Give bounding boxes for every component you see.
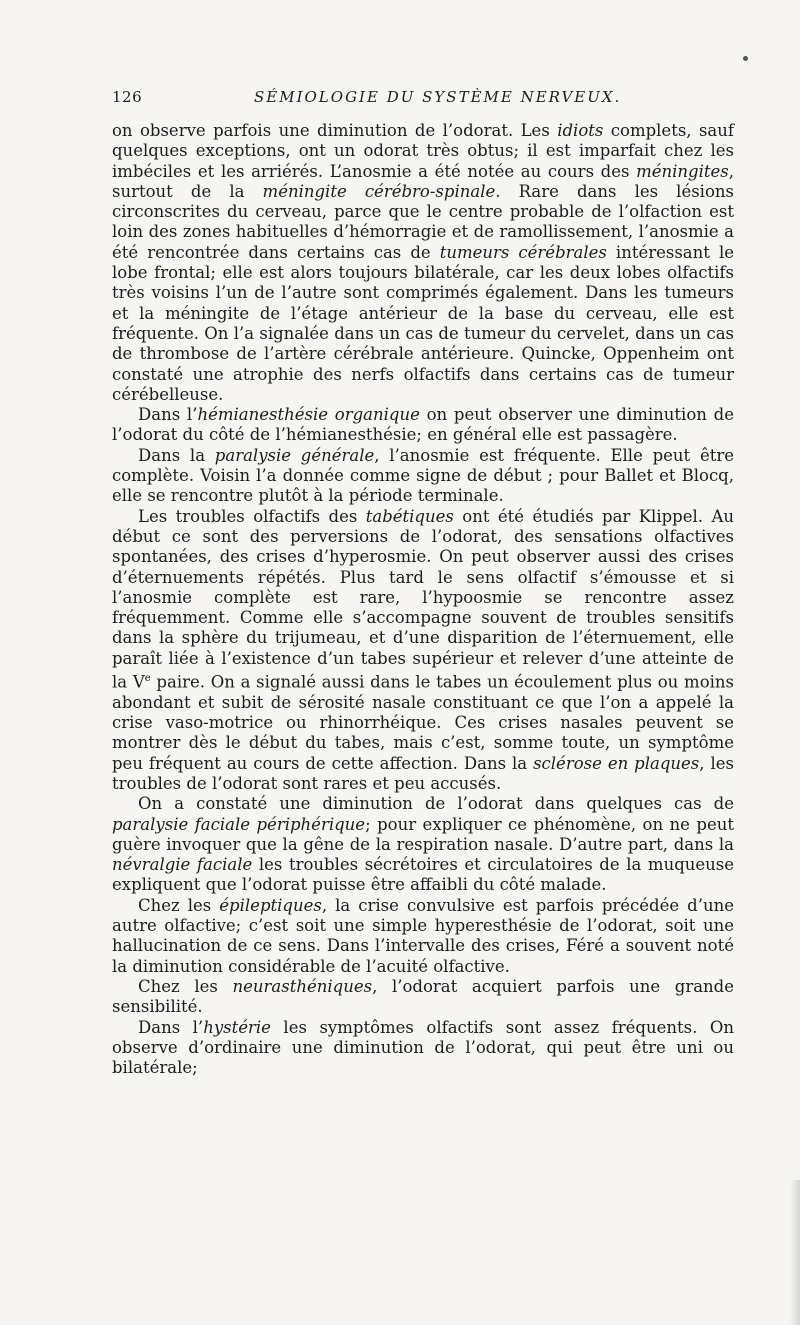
body-text [112,121,734,1078]
text-run: . Rare dans les lésions circonscrites du cerveau, parce que le centre probable de l’olfaction est loin des zones habituelles d’hémorragie et de ramollissement, l’anosmie a été rencontrée dans certains cas de [112,181,734,262]
italic-term: méningite cérébro-spinale [262,181,496,201]
italic-term: paralysie générale [214,445,375,465]
paragraph [112,121,734,405]
paragraph [112,1018,734,1079]
text-run: paire. On a signalé aussi dans le tabes un écoulement plus ou moins abondant et subit de sérosité nasale constituant ce que l’on a appelé la crise vaso-motrice ou rhinorrhéique. Ces crises nasales peuvent se montrer dès le début du tabes, mais c’est, somme toute, un symptôme peu fréquent au cours de cette affection. Dans la [112,672,734,773]
text-run: Chez les [138,895,220,915]
text-run: les symptômes olfactifs sont assez fréquents. On observe d’ordinaire une diminution de l’odorat, qui peut être uni ou bilatérale; [112,1017,734,1078]
text-run: intéressant le lobe frontal; elle est alors toujours bilatérale, car les deux lobes olfactifs très voisins l’un de l’autre sont comprimés également. Dans les tumeurs et la méningite de l’étage antérieur de la base du cerveau, elle est fréquente. On l’a signalée dans un cas de tumeur du cervelet, dans un cas de thrombose de l’artère cérébrale antérieure. Quincke, Oppenheim ont constaté une atrophie des nerfs olfactifs dans certains cas de tumeur cérébelleuse. [112,242,734,404]
italic-term: paralysie faciale périphérique [112,814,366,834]
italic-term: névralgie faciale [112,855,253,875]
paragraph [112,977,734,1018]
ink-spot [743,56,748,61]
text-run: Les troubles olfactifs des [138,506,366,526]
superscript: e [144,673,151,685]
text-run: complets, sauf quelques exceptions, ont un odorat très obtus; il est imparfait chez les imbéciles et les arriérés. L’anosmie a été notée au cours des [112,121,734,181]
running-title: SÉMIOLOGIE DU SYSTÈME NERVEUX. [254,88,622,106]
text-run: Dans la [138,445,215,465]
text-run: Dans l’ [138,405,198,425]
paragraph [112,507,734,795]
italic-term: sclérose en plaques [533,753,700,773]
paragraph [112,896,734,977]
italic-term: tumeurs cérébrales [439,242,607,262]
text-run: , les troubles de l’odorat sont rares et peu accusés. [112,753,734,793]
text-run: , l’anosmie est fréquente. Elle peut être complète. Voisin l’a donnée comme signe de début ; pour Ballet et Blocq, elle se rencontre plutôt à la période terminale. [112,445,734,506]
text-run: on observe parfois une diminution de l’odorat. Les [112,121,558,140]
italic-term: idiots [557,121,604,140]
text-run: , surtout de la [112,161,734,201]
italic-term: épileptiques [219,895,322,915]
page-number: 126 [112,88,143,106]
text-run: Chez les [138,976,233,996]
text-run: on peut observer une diminution de l’odorat du côté de l’hémianesthésie; en général elle est passagère. [112,405,734,445]
text-run: ont été étudiés par Klippel. Au début ce sont des perversions de l’odorat, des sensations olfactives spontanées, des crises d’hyperosmie. On peut observer aussi des crises d’éternuements répétés. Plus tard le sens olfactif s’émousse et si l’anosmie complète est rare, l’hypoosmie se rencontre assez fréquemment. Comme elle s’accompagne souvent de troubles sensitifs dans la sphère du trijumeau, et d’une disparition de l’éternuement, elle paraît liée à l’existence d’un tabes supérieur et relever d’une atteinte de la V [112,506,734,692]
text-run: On a constaté une diminution de l’odorat dans quelques cas de [138,794,734,814]
italic-term: hémianesthésie organique [197,405,420,425]
paragraph [112,794,734,895]
italic-term: méningites [636,161,729,181]
italic-term: neurasthéniques [232,976,373,996]
paragraph [112,446,734,507]
text-run: , l’odorat acquiert parfois une grande sensibilité. [112,976,734,1017]
text-run: ; pour expliquer ce phénomène, on ne peut guère invoquer que la gêne de la respiration nasale. D’autre part, dans la [112,814,734,854]
italic-term: tabétiques [365,506,454,526]
italic-term: hystérie [203,1017,271,1037]
paragraph [112,405,734,446]
text-run: les troubles sécrétoires et circulatoires de la muqueuse expliquent que l’odorat puisse être affaibli du côté malade. [112,855,735,895]
text-run: Dans l’ [138,1017,204,1037]
text-run: , la crise convulsive est parfois précédée d’une autre olfactive; c’est soit une simple hyperesthésie de l’odorat, soit une hallucination de ce sens. Dans l’intervalle des crises, Féré a souvent noté la diminution considérable de l’acuité olfactive. [112,895,735,976]
page-edge-shadow [790,1180,800,1325]
